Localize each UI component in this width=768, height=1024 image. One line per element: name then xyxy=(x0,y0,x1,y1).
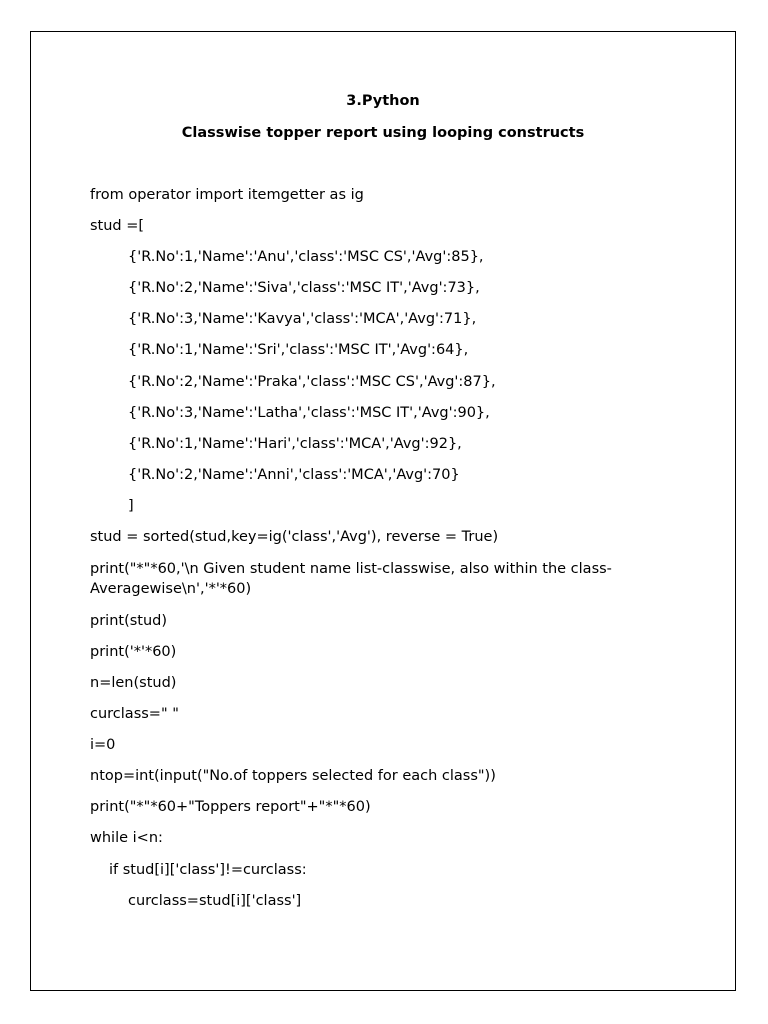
code-line-print-toppers: print("*"*60+"Toppers report"+"*"*60) xyxy=(90,799,371,815)
code-line-stud-open: stud =[ xyxy=(90,218,145,234)
code-line-print-separator: print('*'*60) xyxy=(90,644,177,660)
code-line-if: if stud[i]['class']!=curclass: xyxy=(109,862,307,878)
code-line-record: {'R.No':2,'Name':'Siva','class':'MSC IT','Avg':73}, xyxy=(128,280,480,296)
code-line-record: {'R.No':3,'Name':'Kavya','class':'MCA','Avg':71}, xyxy=(128,311,477,327)
code-line-curclass-init: curclass=" " xyxy=(90,706,179,722)
section-title: 3.Python xyxy=(346,93,420,109)
code-line-while: while i<n: xyxy=(90,830,163,846)
page-subtitle: Classwise topper report using looping constructs xyxy=(181,125,585,141)
code-line-record: {'R.No':3,'Name':'Latha','class':'MSC IT','Avg':90}, xyxy=(128,405,490,421)
code-line-record: {'R.No':1,'Name':'Anu','class':'MSC CS','Avg':85}, xyxy=(128,249,484,265)
code-line-ntop: ntop=int(input("No.of toppers selected for each class")) xyxy=(90,768,496,784)
code-line-len: n=len(stud) xyxy=(90,675,177,691)
code-line-print-header: print("*"*60,'\n Given student name list-classwise, also within the class-Averagewise\n','*'*60) xyxy=(90,561,612,597)
code-line-sorted: stud = sorted(stud,key=ig('class','Avg'), reverse = True) xyxy=(90,529,499,545)
code-line-record: {'R.No':1,'Name':'Hari','class':'MCA','Avg':92}, xyxy=(128,436,462,452)
code-line-print-stud: print(stud) xyxy=(90,613,168,629)
code-line-record: {'R.No':1,'Name':'Sri','class':'MSC IT','Avg':64}, xyxy=(128,342,469,358)
code-line-i-init: i=0 xyxy=(90,737,116,753)
code-line-curclass-assign: curclass=stud[i]['class'] xyxy=(128,893,302,909)
code-line-record: {'R.No':2,'Name':'Anni','class':'MCA','Avg':70} xyxy=(128,467,460,483)
code-line-stud-close: ] xyxy=(128,498,134,514)
code-line-import: from operator import itemgetter as ig xyxy=(90,187,364,203)
code-line-record: {'R.No':2,'Name':'Praka','class':'MSC CS','Avg':87}, xyxy=(128,374,496,390)
